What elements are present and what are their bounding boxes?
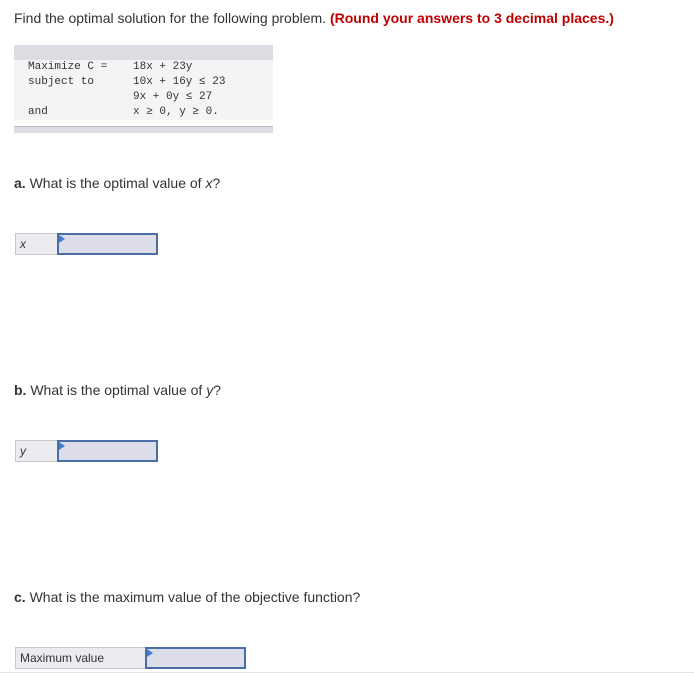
- problem-row-nonnegativity: [14, 105, 273, 120]
- answer-max-flag-icon: [147, 649, 153, 657]
- problem-top-band: [14, 45, 273, 60]
- answer-x-label: x: [15, 233, 58, 255]
- answer-max-input[interactable]: [145, 647, 246, 669]
- question-a-text: What is the optimal value of: [29, 175, 202, 191]
- question-c-letter: c.: [14, 589, 26, 605]
- question-a: [14, 175, 220, 191]
- question-b-end: ?: [213, 382, 222, 398]
- instruction-text: [14, 10, 614, 26]
- problem-bottom-band: [14, 126, 273, 133]
- instruction-main: Find the optimal solution for the following problem.: [14, 10, 327, 26]
- answer-max-label: Maximum value: [15, 647, 146, 669]
- answer-y-flag-icon: [59, 442, 65, 450]
- constraint-1-expression: 10x + 16y ≤ 23: [133, 76, 226, 88]
- objective-expression: 18x + 23y: [133, 61, 193, 73]
- answer-x-input[interactable]: [57, 233, 158, 255]
- question-a-end: ?: [212, 175, 221, 191]
- page-bottom-divider: [0, 672, 694, 673]
- question-b-text: What is the optimal value of: [30, 382, 203, 398]
- rounding-note: (Round your answers to 3 decimal places.): [329, 10, 614, 26]
- question-c-text: What is the maximum value of the objective function?: [29, 589, 361, 605]
- answer-y-input[interactable]: [57, 440, 158, 462]
- question-b: [14, 382, 221, 398]
- question-a-letter: a.: [14, 175, 26, 191]
- answer-x-flag-icon: [59, 235, 65, 243]
- and-label: and: [28, 106, 48, 118]
- answer-y-label: y: [15, 440, 58, 462]
- answer-max-group: [15, 647, 246, 669]
- problem-row-constraint-2: [14, 90, 273, 105]
- answer-x-group: [15, 233, 158, 255]
- answer-y-group: [15, 440, 158, 462]
- objective-label: Maximize C =: [28, 61, 108, 73]
- problem-row-constraint-1: [14, 75, 273, 90]
- constraints-label: subject to: [28, 76, 95, 88]
- question-b-letter: b.: [14, 382, 27, 398]
- problem-row-objective: [14, 60, 273, 75]
- question-b-variable: y: [206, 382, 214, 398]
- problem-statement: [14, 45, 273, 133]
- question-a-variable: x: [205, 175, 213, 191]
- nonnegativity-expression: x ≥ 0, y ≥ 0.: [133, 106, 219, 118]
- question-c: [14, 589, 360, 605]
- constraint-2-expression: 9x + 0y ≤ 27: [133, 91, 213, 103]
